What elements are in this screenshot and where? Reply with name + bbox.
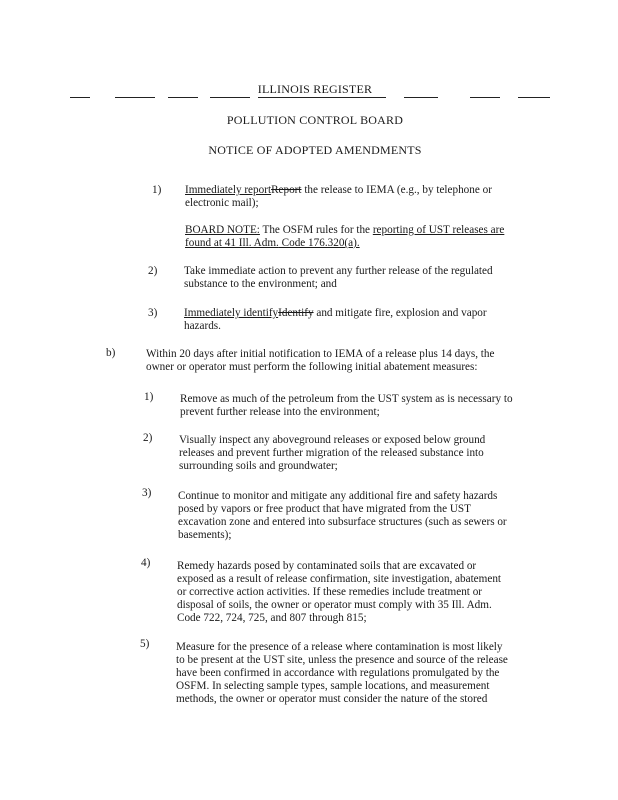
item-a2-text: Take immediate action to prevent any further release of the regulated substance to the environment; and	[184, 265, 493, 290]
notice-title: NOTICE OF ADOPTED AMENDMENTS	[208, 143, 422, 157]
item-number: 1)	[144, 391, 154, 403]
deleted-text: Report	[271, 184, 302, 196]
header-rule	[168, 97, 198, 98]
inserted-text: Immediately identify	[184, 307, 279, 319]
item-number: 5)	[140, 638, 150, 650]
header-rule	[210, 97, 250, 98]
note-tail: Code 176.320(a).	[278, 237, 360, 249]
item-number: 1)	[152, 184, 162, 196]
item-b1-text: Remove as much of the petroleum from the UST system as is necessary to prevent further release into the environment;	[180, 393, 513, 418]
item-text: electronic mail);	[185, 197, 259, 209]
item-b3-text: Continue to monitor and mitigate any additional fire and safety hazards posed by vapors or free product that have migrated from the UST excavation zone and entered into subsurface structures (such as sewers or basements);	[178, 490, 507, 541]
inserted-text: reporting of UST releases are	[372, 224, 505, 236]
item-number: 2)	[148, 265, 158, 277]
deleted-text: Identify	[278, 307, 314, 319]
note-label: BOARD NOTE:	[185, 224, 260, 236]
register-title: ILLINOIS REGISTER	[257, 82, 373, 96]
item-number: 2)	[143, 432, 153, 444]
item-b-text: Within 20 days after initial notification to IEMA of a release plus 14 days, the owner or operator must perform the following initial abatement measures:	[146, 348, 495, 373]
item-number: b)	[106, 347, 116, 359]
board-note	[185, 224, 565, 250]
header-rule	[518, 97, 550, 98]
item-number: 3)	[148, 307, 158, 319]
header-rule	[404, 97, 438, 98]
item-text: the release to IEMA (e.g., by telephone or	[301, 184, 492, 196]
inserted-text: found at 41 Ill. Adm.	[185, 237, 279, 249]
item-number: 3)	[142, 487, 152, 499]
header-rule	[115, 97, 155, 98]
item-b5-text: Measure for the presence of a release where contamination is most likely to be present at the UST site, unless the presence and source of the release have been confirmed in accordance with regulations promulgated by the OSFM. In selecting sample types, sample locations, and measurement methods, the owner or operator must consider the nature of the stored	[176, 641, 508, 705]
header-rule	[258, 97, 386, 98]
board-title: POLLUTION CONTROL BOARD	[226, 113, 404, 127]
item-number: 4)	[141, 557, 151, 569]
item-a3-text: Immediately identifyIdentify and mitigate fire, explosion and vapor hazards.	[184, 307, 487, 332]
item-b4-text: Remedy hazards posed by contaminated soils that are excavated or exposed as a result of release confirmation, site investigation, abatement or corrective action activities. If these remedies include treatment or disposal of soils, the owner or operator must comply with 35 Ill. Adm. Code 722, 724, 725, and 807 through 815;	[177, 560, 502, 624]
note-text: The OSFM rules for the	[259, 224, 373, 236]
item-b2-text: Visually inspect any aboveground releases or exposed below ground releases and prevent further migration of the released substance into surrounding soils and groundwater;	[179, 434, 486, 472]
inserted-text: Immediately report	[185, 184, 272, 196]
header-rule	[70, 97, 90, 98]
item-a1-text	[185, 184, 565, 210]
header-rule	[470, 97, 500, 98]
